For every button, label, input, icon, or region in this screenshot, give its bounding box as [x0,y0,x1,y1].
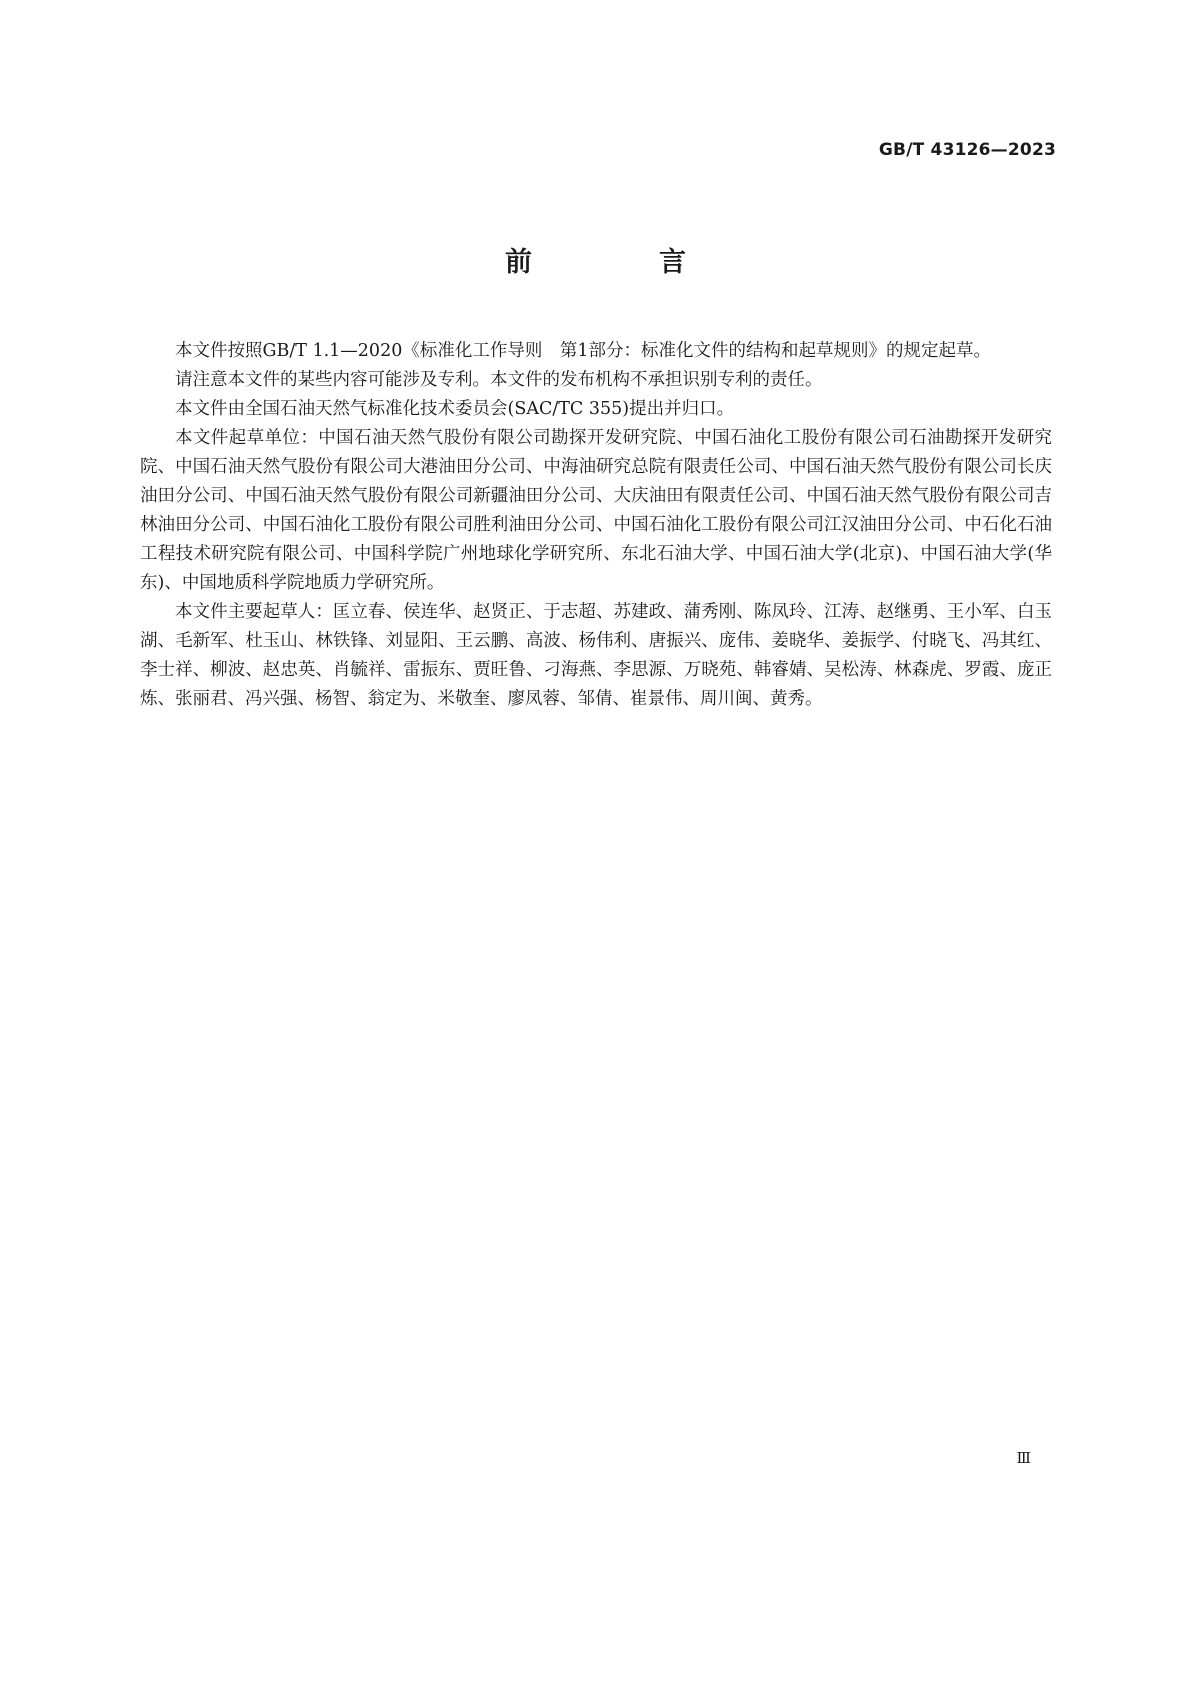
paragraph-patent-notice: 请注意本文件的某些内容可能涉及专利。本文件的发布机构不承担识别专利的责任。 [175,370,823,390]
paragraph-drafting-rules: 本文件按照GB/T 1.1—2020《标准化工作导则 第1部分：标准化文件的结构和起草规则》的规定起草。 [175,341,991,361]
standard-code: GB/T 43126—2023 [878,140,1056,160]
page-title: 前 言 [505,247,736,278]
foreword-body [140,337,1052,714]
paragraph-committee: 本文件由全国石油天然气标准化技术委员会(SAC/TC 355)提出并归口。 [175,399,735,419]
paragraph-drafting-units: 本文件起草单位：中国石油天然气股份有限公司勘探开发研究院、中国石油化工股份有限公司石油勘探开发研究院、中国石油天然气股份有限公司大港油田分公司、中海油研究总院有限责任公司、中国石油天然气股份有限公司长庆油田分公司、中国石油天然气股份有限公司新疆油田分公司、大庆油田有限责任公司、中国石油天然气股份有限公司吉林油田分公司、中国石油化工股份有限公司胜利油田分公司、中国石油化工股份有限公司江汉油田分公司、中石化石油工程技术研究院有限公司、中国科学院广州地球化学研究所、东北石油大学、中国石油大学(北京)、中国石油大学(华东)、中国地质科学院地质力学研究所。 [140,428,1052,593]
paragraph-drafters: 本文件主要起草人：匡立春、侯连华、赵贤正、于志超、苏建政、蒲秀刚、陈凤玲、江涛、赵继勇、王小军、白玉湖、毛新军、杜玉山、林铁锋、刘显阳、王云鹏、高波、杨伟利、唐振兴、庞伟、姜晓华、姜振学、付晓飞、冯其红、李士祥、柳波、赵忠英、肖毓祥、雷振东、贾旺鲁、刁海燕、李思源、万晓苑、韩睿婧、吴松涛、林森虎、罗霞、庞正炼、张丽君、冯兴强、杨智、翁定为、米敬奎、廖凤蓉、邹倩、崔景伟、周川闽、黄秀。 [140,602,1052,709]
page-number: Ⅲ [1016,1449,1031,1467]
